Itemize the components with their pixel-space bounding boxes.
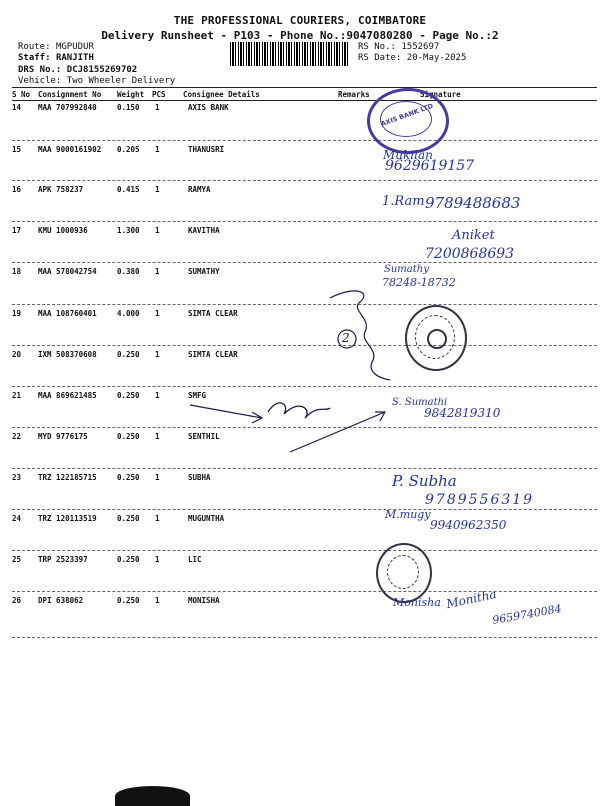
bank-stamp-text: AXIS BANK LTD <box>379 101 435 129</box>
col-pcs: PCS <box>152 90 166 99</box>
row-weight: 0.205 <box>117 145 140 154</box>
rs-no-value: 1552697 <box>401 42 440 52</box>
phone-15: 9629619157 <box>385 158 475 174</box>
row-consignment: MYD 9776175 <box>38 432 88 441</box>
row-consignee: KAVITHA <box>188 226 220 235</box>
row-pcs: 1 <box>155 555 160 564</box>
row-pcs: 1 <box>155 473 160 482</box>
phone-23: 9789556319 <box>425 492 535 508</box>
row-sno: 15 <box>12 145 22 154</box>
row-sno: 22 <box>12 432 22 441</box>
row-weight: 0.150 <box>117 103 140 112</box>
rs-no-label: RS No.: <box>358 42 396 52</box>
row-consignment: DPI 638062 <box>38 596 84 605</box>
row-consignment: MAA 869621485 <box>38 391 97 400</box>
row-weight: 0.250 <box>117 391 140 400</box>
row-weight: 0.250 <box>117 473 140 482</box>
route-label: Route: <box>18 42 51 52</box>
row-consignee: MONISHA <box>188 596 220 605</box>
row-consignee: THANUSRI <box>188 145 225 154</box>
row-weight: 0.250 <box>117 596 140 605</box>
row-consignee: RAMYA <box>188 185 211 194</box>
row-consignment: TRP 2523397 <box>38 555 88 564</box>
col-signature: Signature <box>420 90 461 99</box>
signature-17: Aniket <box>452 228 495 243</box>
row-pcs: 1 <box>155 267 160 276</box>
row-pcs: 1 <box>155 103 160 112</box>
row-sno: 21 <box>12 391 22 400</box>
staff-label: Staff: <box>18 53 51 63</box>
signature-23: P. Subha <box>392 472 457 490</box>
scan-smudge <box>115 786 190 806</box>
row-consignee: SIMTA CLEAR <box>188 309 238 318</box>
row-pcs: 1 <box>155 432 160 441</box>
rs-date-value: 20-May-2025 <box>406 53 467 63</box>
row-sno: 20 <box>12 350 22 359</box>
scribble-21 <box>268 403 330 418</box>
row-weight: 0.250 <box>117 555 140 564</box>
vehicle-value: Two Wheeler Delivery <box>66 76 176 86</box>
phone-17: 7200868693 <box>425 246 515 262</box>
route-value: MGPUDUR <box>55 42 94 52</box>
row-consignee: SUMATHY <box>188 267 220 276</box>
row-weight: 0.380 <box>117 267 140 276</box>
row-sno: 26 <box>12 596 22 605</box>
row-consignee: SMFG <box>188 391 207 400</box>
col-consignment: Consignment No <box>38 90 102 99</box>
signature-16: 1.Ram <box>382 194 425 209</box>
row-consignee: SENTHIL <box>188 432 220 441</box>
row-sno: 25 <box>12 555 22 564</box>
col-consignee: Consignee Details <box>183 90 260 99</box>
row-pcs: 1 <box>155 185 160 194</box>
row-pcs: 1 <box>155 350 160 359</box>
row-sno: 23 <box>12 473 22 482</box>
row-consignee: AXIS BANK <box>188 103 229 112</box>
phone-24: 9940962350 <box>430 518 507 532</box>
row-consignment: TRZ 120113519 <box>38 514 97 523</box>
arrow-stroke-22 <box>290 412 385 452</box>
phone-18: 78248-18732 <box>382 276 456 289</box>
circle-mark-19 <box>338 330 356 348</box>
signature-21: S. Sumathi <box>392 397 448 408</box>
row-consignment: MAA 707992840 <box>38 103 97 112</box>
col-weight: Weight <box>117 90 145 99</box>
runsheet-title: Delivery Runsheet - P103 - Phone No.:9047080280 - Page No.:2 <box>101 29 499 42</box>
phone-21: 9842819310 <box>424 406 501 420</box>
col-sno: S No <box>12 90 31 99</box>
row-consignment: IXM 508370608 <box>38 350 97 359</box>
row-sno: 18 <box>12 267 22 276</box>
row-consignment: TRZ 122185715 <box>38 473 97 482</box>
signature-15: Mukilan <box>383 148 433 162</box>
row-pcs: 1 <box>155 226 160 235</box>
row-sno: 16 <box>12 185 22 194</box>
drs-label: DRS No.: <box>18 65 62 75</box>
row-sno: 14 <box>12 103 22 112</box>
drs-value: DCJ8155269702 <box>66 65 138 75</box>
company-title: THE PROFESSIONAL COURIERS, COIMBATORE <box>173 14 427 27</box>
row-pcs: 1 <box>155 514 160 523</box>
vehicle-label: Vehicle: <box>18 76 62 86</box>
note-19: 2 <box>342 331 350 345</box>
row-pcs: 1 <box>155 309 160 318</box>
row-consignee: LIC <box>188 555 202 564</box>
row-consignment: KMU 1000936 <box>38 226 88 235</box>
row-consignment: MAA 578042754 <box>38 267 97 276</box>
row-consignee: SIMTA CLEAR <box>188 350 238 359</box>
row-weight: 0.250 <box>117 432 140 441</box>
arrow-stroke-21 <box>190 405 262 423</box>
signature-24: M.mugy <box>385 508 431 521</box>
row-sno: 24 <box>12 514 22 523</box>
phone-26: 9659740084 <box>491 602 563 627</box>
row-consignment: MAA 9000161902 <box>38 145 102 154</box>
row-weight: 0.415 <box>117 185 140 194</box>
row-weight: 1.300 <box>117 226 140 235</box>
row-consignment: MAA 108760401 <box>38 309 97 318</box>
row-sno: 17 <box>12 226 22 235</box>
row-pcs: 1 <box>155 145 160 154</box>
signature-26b: Monitha <box>445 586 498 612</box>
row-consignment: APK 758237 <box>38 185 84 194</box>
col-remarks: Remarks <box>338 90 370 99</box>
row-sno: 19 <box>12 309 22 318</box>
row-pcs: 1 <box>155 596 160 605</box>
signature-26: Monisha <box>393 596 441 609</box>
rs-date-label: RS Date: <box>358 53 402 63</box>
row-pcs: 1 <box>155 391 160 400</box>
phone-16: 9789488683 <box>425 194 521 212</box>
signature-18: Sumathy <box>384 264 429 275</box>
row-consignee: SUBHA <box>188 473 211 482</box>
row-weight: 0.250 <box>117 514 140 523</box>
row-consignee: MUGUNTHA <box>188 514 225 523</box>
staff-value: RANJITH <box>55 53 94 63</box>
row-weight: 0.250 <box>117 350 140 359</box>
row-weight: 4.000 <box>117 309 140 318</box>
